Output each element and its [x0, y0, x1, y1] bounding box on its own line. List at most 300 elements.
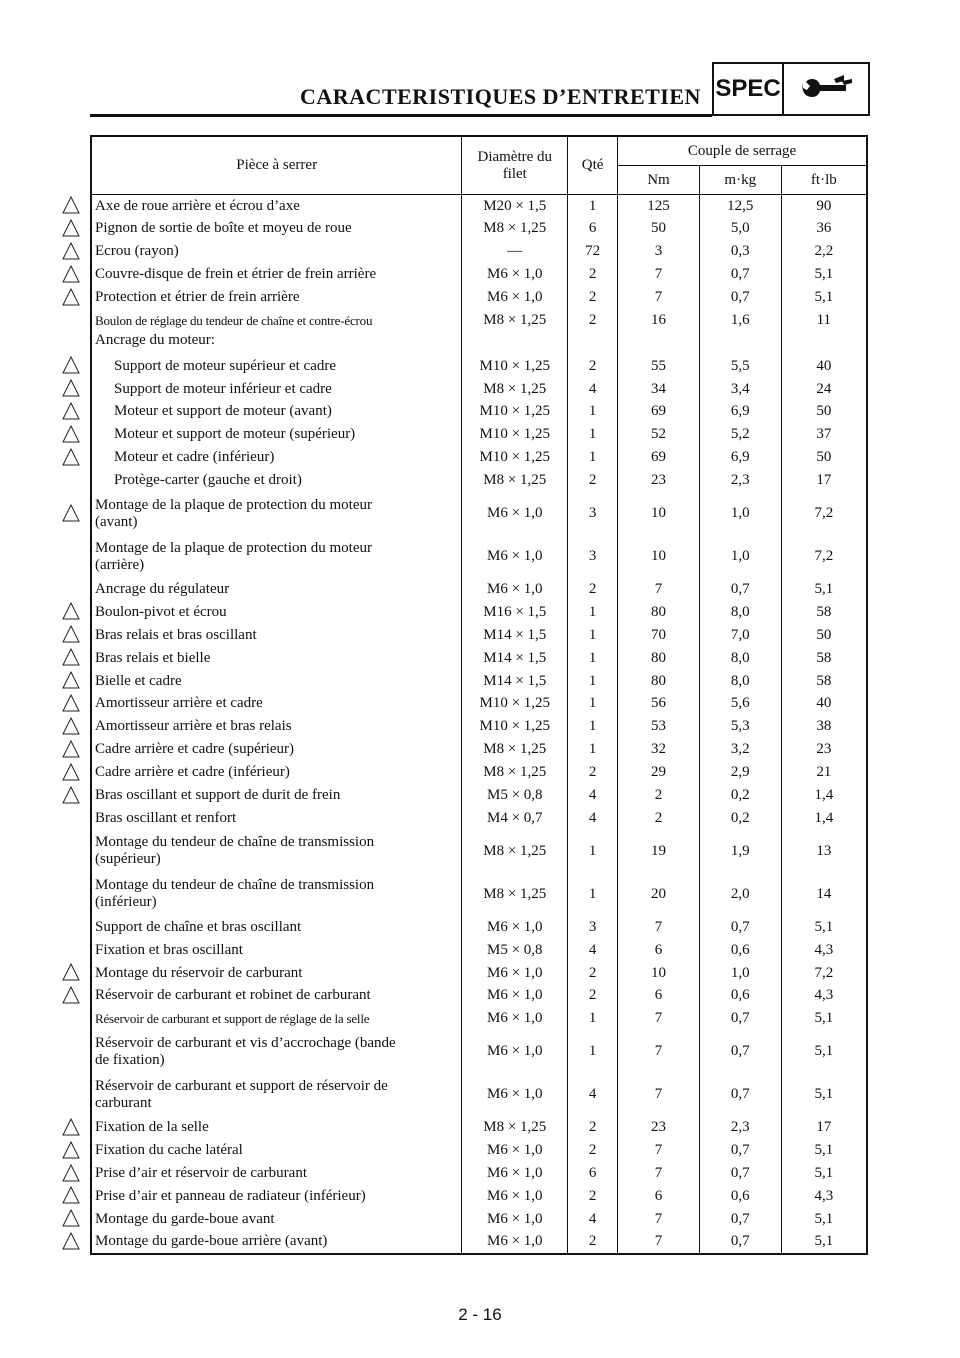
torque-mkg-cell: 0,7 [699, 1073, 781, 1116]
torque-nm-cell: 6 [618, 985, 700, 1008]
table-row [91, 309, 867, 332]
torque-nm-cell: 7 [618, 916, 700, 939]
torque-nm-cell: 7 [618, 1073, 700, 1116]
torque-mkg-cell: 3,4 [699, 378, 781, 401]
qty-cell: 2 [568, 286, 618, 309]
triangle-marker-icon [62, 671, 80, 689]
part-name-cell: Cadre arrière et cadre (inférieur) [91, 761, 462, 784]
torque-nm-cell: 10 [618, 492, 700, 535]
torque-ftlb-cell: 50 [781, 401, 867, 424]
table-row [91, 1185, 867, 1208]
triangle-marker-icon [62, 1164, 80, 1182]
triangle-marker-icon [62, 602, 80, 620]
diameter-cell: M10 × 1,25 [462, 423, 568, 446]
qty-cell: 3 [568, 916, 618, 939]
torque-ftlb-cell: 50 [781, 446, 867, 469]
torque-mkg-cell: 5,2 [699, 423, 781, 446]
torque-nm-cell: 50 [618, 217, 700, 240]
qty-cell: 4 [568, 784, 618, 807]
diameter-cell: — [462, 240, 568, 263]
table-row [91, 1073, 867, 1116]
table-row [91, 693, 867, 716]
qty-cell: 3 [568, 535, 618, 578]
table-row [91, 263, 867, 286]
diameter-cell: M8 × 1,25 [462, 738, 568, 761]
torque-ftlb-cell: 4,3 [781, 1185, 867, 1208]
torque-ftlb-cell: 37 [781, 423, 867, 446]
torque-ftlb-cell: 38 [781, 715, 867, 738]
torque-nm-cell: 2 [618, 807, 700, 830]
part-name-cell: Amortisseur arrière et cadre [91, 693, 462, 716]
part-name-cell: Montage du garde-boue arrière (avant) [91, 1231, 462, 1254]
diameter-cell: M6 × 1,0 [462, 962, 568, 985]
torque-mkg-cell: 0,2 [699, 784, 781, 807]
torque-ftlb-cell: 17 [781, 1116, 867, 1139]
qty-cell: 6 [568, 1162, 618, 1185]
table-row [91, 423, 867, 446]
col-header-qty: Qté [568, 136, 618, 195]
part-name-cell: Bras relais et bras oscillant [91, 624, 462, 647]
torque-mkg-cell: 1,9 [699, 830, 781, 873]
table-row [91, 1007, 867, 1030]
torque-ftlb-cell: 5,1 [781, 263, 867, 286]
triangle-marker-icon [62, 1141, 80, 1159]
qty-cell: 2 [568, 309, 618, 332]
torque-mkg-cell: 0,7 [699, 1208, 781, 1231]
table-row [91, 715, 867, 738]
triangle-marker-icon [62, 1118, 80, 1136]
table-row [91, 647, 867, 670]
torque-ftlb-cell: 90 [781, 195, 867, 218]
triangle-marker-icon [62, 648, 80, 666]
diameter-cell: M5 × 0,8 [462, 784, 568, 807]
torque-nm-cell: 69 [618, 401, 700, 424]
table-row [91, 492, 867, 535]
qty-cell: 2 [568, 1139, 618, 1162]
table-row [91, 761, 867, 784]
part-name-cell: Prise d’air et réservoir de carburant [91, 1162, 462, 1185]
torque-ftlb-cell: 17 [781, 469, 867, 492]
part-name-cell: Bielle et cadre [91, 670, 462, 693]
table-row [91, 601, 867, 624]
torque-ftlb-cell: 58 [781, 647, 867, 670]
qty-cell: 1 [568, 401, 618, 424]
torque-ftlb-cell: 11 [781, 309, 867, 332]
torque-spec-table [90, 135, 868, 1255]
part-name-cell: Montage du tendeur de chaîne de transmission (supérieur) [91, 830, 462, 873]
qty-cell: 2 [568, 761, 618, 784]
part-name-cell: Support de moteur inférieur et cadre [91, 378, 462, 401]
qty-cell: 2 [568, 578, 618, 601]
table-row [91, 378, 867, 401]
torque-nm-cell: 125 [618, 195, 700, 218]
part-name-cell: Montage du garde-boue avant [91, 1208, 462, 1231]
torque-nm-cell: 3 [618, 240, 700, 263]
unit-nm: Nm [618, 166, 700, 195]
triangle-marker-icon [62, 402, 80, 420]
part-name-cell: Montage de la plaque de protection du moteur (avant) [91, 492, 462, 535]
torque-nm-cell: 7 [618, 286, 700, 309]
torque-nm-cell: 69 [618, 446, 700, 469]
qty-cell: 1 [568, 1007, 618, 1030]
diameter-cell: M6 × 1,0 [462, 263, 568, 286]
torque-mkg-cell: 0,7 [699, 578, 781, 601]
part-name-cell: Amortisseur arrière et bras relais [91, 715, 462, 738]
table-row [91, 286, 867, 309]
torque-ftlb-cell: 5,1 [781, 1139, 867, 1162]
torque-ftlb-cell: 5,1 [781, 578, 867, 601]
part-name-cell: Support de chaîne et bras oscillant [91, 916, 462, 939]
triangle-marker-icon [62, 448, 80, 466]
table-row [91, 624, 867, 647]
qty-cell: 2 [568, 985, 618, 1008]
torque-nm-cell: 7 [618, 578, 700, 601]
part-name-cell: Réservoir de carburant et vis d’accrochage (bande de fixation) [91, 1030, 462, 1073]
part-name-cell: Fixation de la selle [91, 1116, 462, 1139]
part-name-cell: Moteur et support de moteur (supérieur) [91, 423, 462, 446]
diameter-cell: M6 × 1,0 [462, 1231, 568, 1254]
torque-ftlb-cell: 14 [781, 873, 867, 916]
torque-ftlb-cell: 1,4 [781, 784, 867, 807]
torque-mkg-cell: 0,2 [699, 807, 781, 830]
table-row [91, 830, 867, 873]
part-name-cell: Protège-carter (gauche et droit) [91, 469, 462, 492]
diameter-cell [462, 332, 568, 355]
table-row [91, 1162, 867, 1185]
part-name-cell: Montage de la plaque de protection du moteur (arrière) [91, 535, 462, 578]
torque-nm-cell: 56 [618, 693, 700, 716]
wrench-icon [798, 71, 854, 107]
torque-nm-cell: 29 [618, 761, 700, 784]
torque-mkg-cell: 0,7 [699, 1162, 781, 1185]
torque-ftlb-cell: 58 [781, 601, 867, 624]
torque-ftlb-cell: 21 [781, 761, 867, 784]
part-name-cell: Ancrage du régulateur [91, 578, 462, 601]
torque-nm-cell: 7 [618, 1139, 700, 1162]
part-name-cell: Réservoir de carburant et support de réservoir de carburant [91, 1073, 462, 1116]
table-row [91, 1030, 867, 1073]
torque-mkg-cell: 0,7 [699, 1139, 781, 1162]
table-row [91, 401, 867, 424]
triangle-marker-icon [62, 356, 80, 374]
header-rule [90, 114, 712, 117]
qty-cell: 1 [568, 195, 618, 218]
qty-cell: 1 [568, 873, 618, 916]
torque-ftlb-cell: 23 [781, 738, 867, 761]
table-row [91, 446, 867, 469]
torque-mkg-cell: 8,0 [699, 601, 781, 624]
table-row [91, 217, 867, 240]
torque-ftlb-cell: 7,2 [781, 535, 867, 578]
triangle-marker-icon [62, 963, 80, 981]
diameter-cell: M6 × 1,0 [462, 1007, 568, 1030]
torque-ftlb-cell: 5,1 [781, 1030, 867, 1073]
diameter-cell: M4 × 0,7 [462, 807, 568, 830]
part-name-cell: Montage du tendeur de chaîne de transmission (inférieur) [91, 873, 462, 916]
torque-nm-cell: 6 [618, 939, 700, 962]
table-row [91, 738, 867, 761]
triangle-marker-icon [62, 717, 80, 735]
table-row [91, 873, 867, 916]
torque-mkg-cell: 0,7 [699, 263, 781, 286]
qty-cell [568, 332, 618, 355]
diameter-cell: M8 × 1,25 [462, 378, 568, 401]
torque-mkg-cell: 0,7 [699, 286, 781, 309]
torque-nm-cell: 20 [618, 873, 700, 916]
torque-mkg-cell: 1,6 [699, 309, 781, 332]
torque-nm-cell: 6 [618, 1185, 700, 1208]
torque-ftlb-cell: 4,3 [781, 985, 867, 1008]
torque-mkg-cell: 0,7 [699, 1030, 781, 1073]
qty-cell: 2 [568, 355, 618, 378]
qty-cell: 72 [568, 240, 618, 263]
qty-cell: 2 [568, 469, 618, 492]
triangle-marker-icon [62, 1232, 80, 1250]
torque-mkg-cell: 1,0 [699, 535, 781, 578]
torque-ftlb-cell: 5,1 [781, 1007, 867, 1030]
torque-nm-cell: 7 [618, 1231, 700, 1254]
torque-ftlb-cell: 5,1 [781, 1162, 867, 1185]
table-row [91, 670, 867, 693]
part-name-cell: Bras oscillant et support de durit de frein [91, 784, 462, 807]
torque-mkg-cell: 2,3 [699, 1116, 781, 1139]
torque-nm-cell: 19 [618, 830, 700, 873]
table-row [91, 240, 867, 263]
triangle-marker-icon [62, 425, 80, 443]
diameter-cell: M8 × 1,25 [462, 830, 568, 873]
torque-ftlb-cell: 4,3 [781, 939, 867, 962]
qty-cell: 1 [568, 715, 618, 738]
part-name-cell: Fixation du cache latéral [91, 1139, 462, 1162]
torque-ftlb-cell: 5,1 [781, 1231, 867, 1254]
triangle-marker-icon [62, 504, 80, 522]
torque-mkg-cell: 2,0 [699, 873, 781, 916]
torque-ftlb-cell: 13 [781, 830, 867, 873]
table-row [91, 962, 867, 985]
part-name-cell: Moteur et cadre (inférieur) [91, 446, 462, 469]
diameter-cell: M6 × 1,0 [462, 1073, 568, 1116]
table-row [91, 578, 867, 601]
torque-mkg-cell: 3,2 [699, 738, 781, 761]
diameter-cell: M8 × 1,25 [462, 309, 568, 332]
torque-nm-cell: 10 [618, 962, 700, 985]
torque-nm-cell [618, 332, 700, 355]
unit-ftlb: ft·lb [781, 166, 867, 195]
torque-mkg-cell: 5,6 [699, 693, 781, 716]
triangle-marker-icon [62, 1209, 80, 1227]
diameter-cell: M6 × 1,0 [462, 985, 568, 1008]
table-row [91, 355, 867, 378]
diameter-cell: M20 × 1,5 [462, 195, 568, 218]
triangle-marker-icon [62, 986, 80, 1004]
torque-nm-cell: 34 [618, 378, 700, 401]
page-title: CARACTERISTIQUES D’ENTRETIEN [300, 84, 701, 109]
triangle-marker-icon [62, 740, 80, 758]
torque-ftlb-cell: 1,4 [781, 807, 867, 830]
page-header [90, 60, 870, 120]
part-name-cell: Ecrou (rayon) [91, 240, 462, 263]
torque-ftlb-cell: 24 [781, 378, 867, 401]
diameter-cell: M6 × 1,0 [462, 1208, 568, 1231]
torque-nm-cell: 7 [618, 1007, 700, 1030]
torque-ftlb-cell: 5,1 [781, 286, 867, 309]
triangle-marker-icon [62, 265, 80, 283]
torque-mkg-cell: 0,3 [699, 240, 781, 263]
torque-mkg-cell: 1,0 [699, 962, 781, 985]
part-name-cell: Prise d’air et panneau de radiateur (inférieur) [91, 1185, 462, 1208]
torque-nm-cell: 7 [618, 1030, 700, 1073]
qty-cell: 1 [568, 423, 618, 446]
qty-cell: 1 [568, 446, 618, 469]
qty-cell: 1 [568, 738, 618, 761]
part-name-cell: Montage du réservoir de carburant [91, 962, 462, 985]
table-row [91, 916, 867, 939]
diameter-cell: M8 × 1,25 [462, 873, 568, 916]
part-name-cell: Ancrage du moteur: [91, 332, 462, 355]
triangle-marker-icon [62, 763, 80, 781]
triangle-marker-icon [62, 1186, 80, 1204]
part-name-cell: Moteur et support de moteur (avant) [91, 401, 462, 424]
triangle-marker-icon [62, 379, 80, 397]
diameter-cell: M10 × 1,25 [462, 446, 568, 469]
torque-mkg-cell: 0,6 [699, 939, 781, 962]
qty-cell: 2 [568, 1231, 618, 1254]
torque-nm-cell: 53 [618, 715, 700, 738]
torque-ftlb-cell: 50 [781, 624, 867, 647]
torque-ftlb-cell: 7,2 [781, 492, 867, 535]
torque-ftlb-cell: 2,2 [781, 240, 867, 263]
torque-mkg-cell: 0,6 [699, 985, 781, 1008]
diameter-cell: M6 × 1,0 [462, 1162, 568, 1185]
diameter-cell: M5 × 0,8 [462, 939, 568, 962]
torque-ftlb-cell: 5,1 [781, 1073, 867, 1116]
table-row [91, 985, 867, 1008]
torque-nm-cell: 7 [618, 263, 700, 286]
qty-cell: 4 [568, 378, 618, 401]
triangle-marker-icon [62, 694, 80, 712]
diameter-cell: M14 × 1,5 [462, 670, 568, 693]
qty-cell: 1 [568, 670, 618, 693]
table-row [91, 469, 867, 492]
torque-nm-cell: 52 [618, 423, 700, 446]
part-name-cell: Réservoir de carburant et robinet de carburant [91, 985, 462, 1008]
marker-column [62, 0, 82, 1358]
qty-cell: 6 [568, 217, 618, 240]
diameter-cell: M6 × 1,0 [462, 286, 568, 309]
diameter-cell: M10 × 1,25 [462, 693, 568, 716]
torque-mkg-cell [699, 332, 781, 355]
spec-badge: SPEC [712, 62, 784, 116]
triangle-marker-icon [62, 786, 80, 804]
qty-cell: 4 [568, 1208, 618, 1231]
wrench-badge [784, 62, 870, 116]
qty-cell: 4 [568, 807, 618, 830]
torque-ftlb-cell: 7,2 [781, 962, 867, 985]
torque-mkg-cell: 0,6 [699, 1185, 781, 1208]
col-header-part: Pièce à serrer [91, 136, 462, 195]
qty-cell: 1 [568, 601, 618, 624]
torque-mkg-cell: 0,7 [699, 1231, 781, 1254]
part-name-cell: Boulon-pivot et écrou [91, 601, 462, 624]
torque-ftlb-cell: 40 [781, 693, 867, 716]
torque-nm-cell: 23 [618, 469, 700, 492]
torque-nm-cell: 55 [618, 355, 700, 378]
table-row [91, 1231, 867, 1254]
qty-cell: 1 [568, 693, 618, 716]
table-row [91, 1116, 867, 1139]
diameter-cell: M8 × 1,25 [462, 761, 568, 784]
diameter-cell: M6 × 1,0 [462, 1139, 568, 1162]
part-name-cell: Axe de roue arrière et écrou d’axe [91, 195, 462, 218]
diameter-cell: M6 × 1,0 [462, 578, 568, 601]
part-name-cell: Protection et étrier de frein arrière [91, 286, 462, 309]
torque-ftlb-cell: 40 [781, 355, 867, 378]
qty-cell: 2 [568, 962, 618, 985]
part-name-cell: Boulon de réglage du tendeur de chaîne et contre-écrou [91, 309, 462, 332]
torque-nm-cell: 16 [618, 309, 700, 332]
torque-ftlb-cell: 5,1 [781, 916, 867, 939]
col-header-diameter: Diamètre du filet [462, 136, 568, 195]
table-row [91, 939, 867, 962]
table-row [91, 535, 867, 578]
torque-nm-cell: 7 [618, 1208, 700, 1231]
torque-nm-cell: 70 [618, 624, 700, 647]
diameter-cell: M16 × 1,5 [462, 601, 568, 624]
triangle-marker-icon [62, 625, 80, 643]
torque-nm-cell: 80 [618, 647, 700, 670]
table-row [91, 332, 867, 355]
torque-mkg-cell: 5,3 [699, 715, 781, 738]
qty-cell: 1 [568, 647, 618, 670]
torque-nm-cell: 80 [618, 670, 700, 693]
torque-nm-cell: 2 [618, 784, 700, 807]
diameter-cell: M6 × 1,0 [462, 1030, 568, 1073]
torque-mkg-cell: 7,0 [699, 624, 781, 647]
qty-cell: 2 [568, 1116, 618, 1139]
torque-nm-cell: 32 [618, 738, 700, 761]
part-name-cell: Bras oscillant et renfort [91, 807, 462, 830]
col-header-torque: Couple de serrage [618, 136, 867, 166]
torque-nm-cell: 7 [618, 1162, 700, 1185]
page-number: 2 - 16 [458, 1305, 502, 1324]
torque-mkg-cell: 0,7 [699, 1007, 781, 1030]
diameter-cell: M6 × 1,0 [462, 1185, 568, 1208]
diameter-cell: M8 × 1,25 [462, 469, 568, 492]
torque-mkg-cell: 12,5 [699, 195, 781, 218]
triangle-marker-icon [62, 242, 80, 260]
table-row [91, 1139, 867, 1162]
diameter-cell: M10 × 1,25 [462, 401, 568, 424]
torque-mkg-cell: 6,9 [699, 446, 781, 469]
part-name-cell: Cadre arrière et cadre (supérieur) [91, 738, 462, 761]
triangle-marker-icon [62, 219, 80, 237]
torque-mkg-cell: 5,0 [699, 217, 781, 240]
table-row [91, 784, 867, 807]
torque-mkg-cell: 8,0 [699, 647, 781, 670]
torque-mkg-cell: 6,9 [699, 401, 781, 424]
qty-cell: 2 [568, 263, 618, 286]
diameter-cell: M8 × 1,25 [462, 1116, 568, 1139]
part-name-cell: Bras relais et bielle [91, 647, 462, 670]
part-name-cell: Pignon de sortie de boîte et moyeu de roue [91, 217, 462, 240]
table-row [91, 807, 867, 830]
diameter-cell: M10 × 1,25 [462, 355, 568, 378]
qty-cell: 4 [568, 1073, 618, 1116]
table-row [91, 195, 867, 218]
torque-mkg-cell: 8,0 [699, 670, 781, 693]
part-name-cell: Support de moteur supérieur et cadre [91, 355, 462, 378]
torque-mkg-cell: 0,7 [699, 916, 781, 939]
